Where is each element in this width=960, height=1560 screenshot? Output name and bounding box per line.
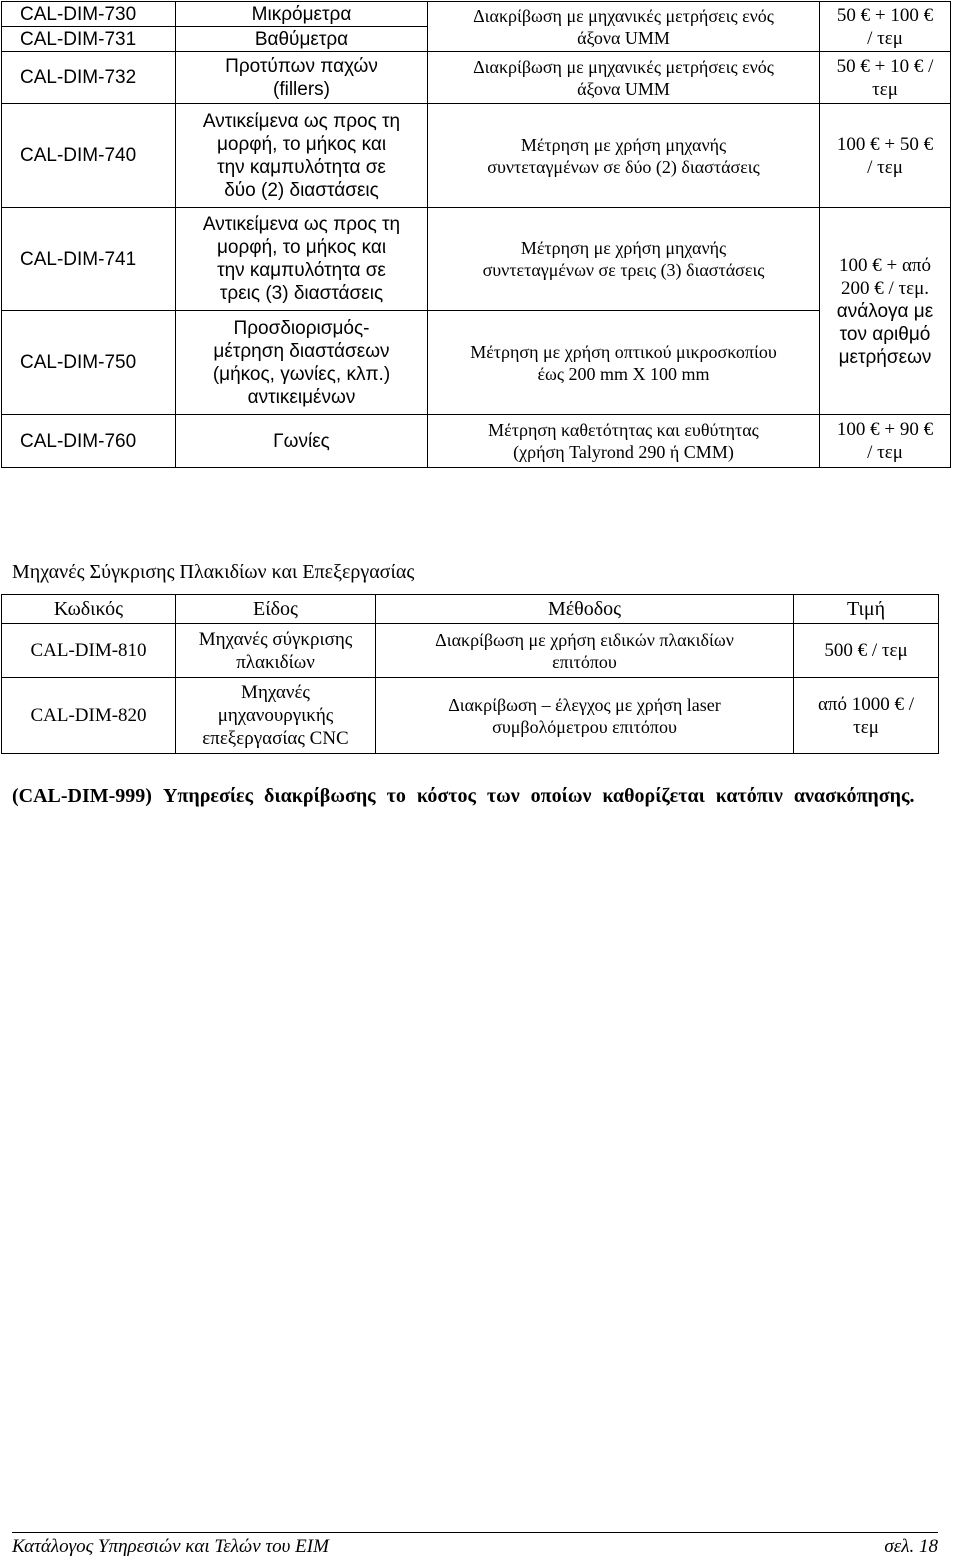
table-row [2, 311, 951, 415]
method-cell: Μέτρηση με χρήση μηχανής συντεταγμένων σε τρεις (3) διαστάσεις [428, 208, 820, 311]
code-cell: CAL-DIM-810 [2, 624, 176, 678]
page-number: σελ. 18 [884, 1536, 938, 1557]
table-row [2, 624, 939, 678]
column-header-type: Είδος [176, 595, 376, 624]
method-cell: Διακρίβωση με μηχανικές μετρήσεις ενός άξονα UMM [428, 2, 820, 52]
price-cell: 100 € + 90 € / τεμ [820, 415, 951, 468]
method-cell: Μέτρηση με χρήση μηχανής συντεταγμένων σε δύο (2) διαστάσεις [428, 104, 820, 208]
table-row [2, 104, 951, 208]
column-header-price: Τιμή [794, 595, 939, 624]
footer-catalog-title: Κατάλογος Υπηρεσιών και Τελών του ΕΙΜ [12, 1536, 329, 1557]
method-cell: Μέτρηση καθετότητας και ευθύτητας (χρήση Talyrond 290 ή CMM) [428, 415, 820, 468]
method-cell: Διακρίβωση με μηχανικές μετρήσεις ενός άξονα UMM [428, 52, 820, 104]
method-cell: Μέτρηση με χρήση οπτικού μικροσκοπίου έως 200 mm X 100 mm [428, 311, 820, 415]
code-cell: CAL-DIM-741 [2, 208, 176, 311]
table-row [2, 2, 951, 27]
price-cell: από 1000 € / τεμ [794, 678, 939, 754]
calibration-table-machines [1, 594, 939, 754]
type-cell: Προσδιορισμός- μέτρηση διαστάσεων (μήκος, γωνίες, κλπ.) αντικειμένων [176, 311, 428, 415]
code-cell: CAL-DIM-820 [2, 678, 176, 754]
type-cell: Αντικείμενα ως προς τη μορφή, το μήκος και την καμπυλότητα σε δύο (2) διαστάσεις [176, 104, 428, 208]
method-cell: Διακρίβωση με χρήση ειδικών πλακιδίων επιτόπου [376, 624, 794, 678]
table-header-row [2, 595, 939, 624]
price-cell: 500 € / τεμ [794, 624, 939, 678]
code-cell: CAL-DIM-740 [2, 104, 176, 208]
table-row [2, 678, 939, 754]
price-cell: 50 € + 10 € / τεμ [820, 52, 951, 104]
table-row [2, 415, 951, 468]
code-cell: CAL-DIM-750 [2, 311, 176, 415]
price-cell: 100 € + από 200 € / τεμ. ανάλογα με τον αριθμό μετρήσεων [820, 208, 951, 415]
code-cell: CAL-DIM-730 [2, 2, 176, 27]
price-cell: 50 € + 100 € / τεμ [820, 2, 951, 52]
method-cell: Διακρίβωση – έλεγχος με χρήση laser συμβολόμετρου επιτόπου [376, 678, 794, 754]
table-row [2, 208, 951, 311]
column-header-code: Κωδικός [2, 595, 176, 624]
calibration-table-dimensional [1, 1, 951, 468]
type-cell: Μικρόμετρα [176, 2, 428, 27]
code-cell: CAL-DIM-732 [2, 52, 176, 104]
table-row [2, 52, 951, 104]
type-cell: Αντικείμενα ως προς τη μορφή, το μήκος και την καμπυλότητα σε τρεις (3) διαστάσεις [176, 208, 428, 311]
section-title: Μηχανές Σύγκρισης Πλακιδίων και Επεξεργασίας [12, 561, 415, 583]
type-cell: Βαθύμετρα [176, 27, 428, 52]
price-cell: 100 € + 50 € / τεμ [820, 104, 951, 208]
code-cell: CAL-DIM-760 [2, 415, 176, 468]
code-cell: CAL-DIM-731 [2, 27, 176, 52]
type-cell: Μηχανές σύγκρισης πλακιδίων [176, 624, 376, 678]
footer-divider [12, 1532, 938, 1533]
type-cell: Μηχανές μηχανουργικής επεξεργασίας CNC [176, 678, 376, 754]
column-header-method: Μέθοδος [376, 595, 794, 624]
type-cell: Προτύπων παχών (fillers) [176, 52, 428, 104]
type-cell: Γωνίες [176, 415, 428, 468]
review-note: (CAL-DIM-999) Υπηρεσίες διακρίβωσης το κόστος των οποίων καθορίζεται κατόπιν ανασκόπησης. [12, 785, 915, 807]
